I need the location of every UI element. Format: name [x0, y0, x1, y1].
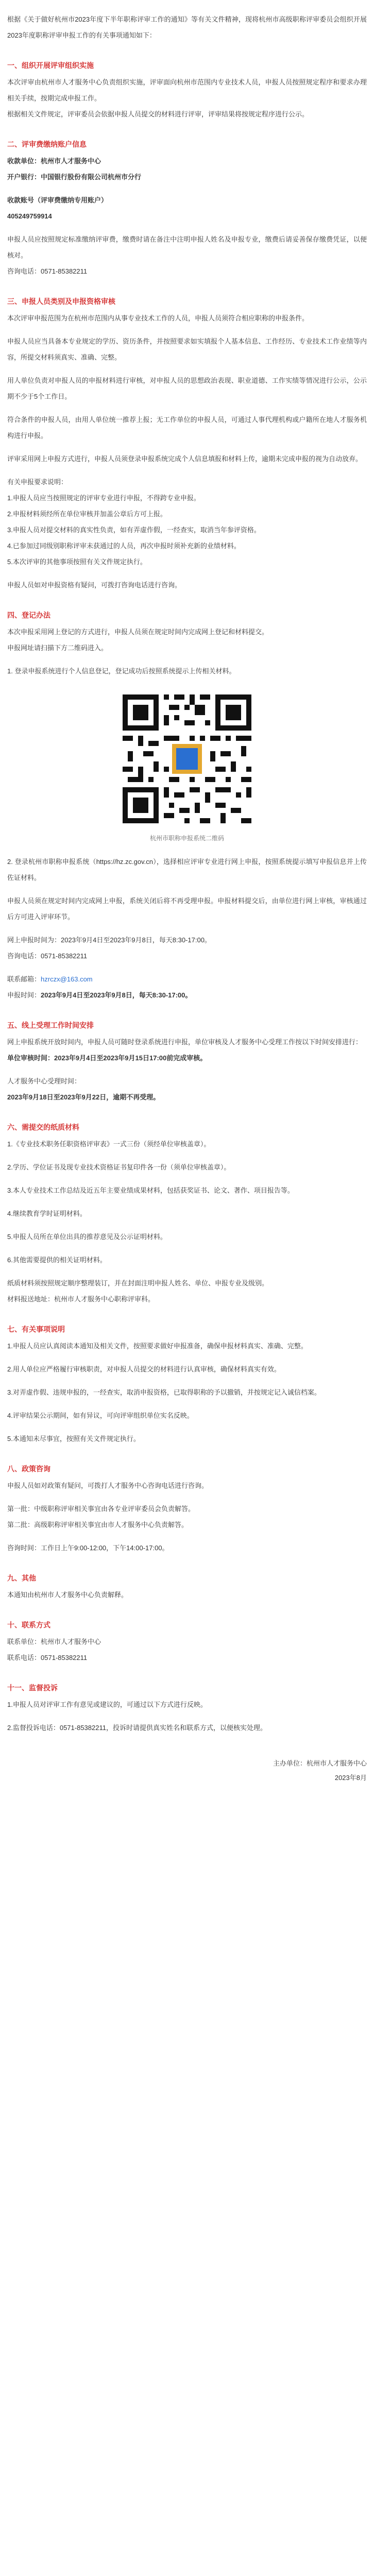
contact-email-line: [7, 971, 367, 987]
list-item: 1. 登录申报系统进行个人信息登记，登记成功后按照系统提示上传相关材料。: [7, 667, 236, 675]
section-10-paragraph-1: 联系单位：杭州市人才服务中心: [7, 1638, 101, 1646]
payee-account: 405249759914: [7, 212, 52, 220]
section-4-paragraph-3: 2. 登录杭州市职称申报系统（https://hz.zc.gov.cn），选择相应评审专业进行网上申报，按照系统提示填写申报信息并上传佐证材料。: [7, 858, 367, 882]
qr-code-caption: 杭州市职称申报系统二维码: [149, 835, 224, 842]
list-item: 3.申报人员对提交材料的真实性负责，如有弄虚作假，一经查实，取消当年参评资格。: [7, 526, 261, 534]
hotline: 咨询电话：0571-85382211: [7, 952, 88, 960]
section-8-paragraph-2: 第一批：中级职称评审相关事宜由各专业评审委员会负责解答。: [7, 1505, 195, 1513]
section-6-paragraph-1: 纸质材料须按照规定顺序整理装订，并在封面注明申报人姓名、单位、申报专业及级别。: [7, 1279, 269, 1287]
section-3-paragraph-1: 本次评审申报范围为在杭州市范围内从事专业技术工作的人员，申报人员须符合相应职称的申报条件。: [7, 314, 309, 322]
section-10-heading: 十、联系方式: [7, 1621, 50, 1629]
section-3-heading: 三、申报人员类别及申报资格审核: [7, 297, 115, 306]
list-item: 2.申报材料须经所在单位审核并加盖公章后方可上报。: [7, 510, 167, 518]
list-item: 1.申报人员应当按照规定的评审专业进行申报，不得跨专业申报。: [7, 494, 200, 502]
qr-code-block: [117, 689, 257, 843]
section-5-paragraph-1: 网上申报系统开放时间内，申报人员可随时登录系统进行申报，单位审核及人才服务中心受理工作按以下时间安排进行：: [7, 1038, 363, 1046]
section-6-heading: 六、需提交的纸质材料: [7, 1123, 79, 1131]
section-11-heading: 十一、监督投诉: [7, 1684, 58, 1692]
section-3-paragraph-4: 符合条件的申报人员，由用人单位统一推荐上报；无工作单位的申报人员，可通过人事代理机构或户籍所在地人才服务机构进行申报。: [7, 416, 367, 439]
section-8-paragraph-1: 申报人员如对政策有疑问，可拨打人才服务中心咨询电话进行咨询。: [7, 1482, 209, 1489]
qr-code-icon[interactable]: [117, 689, 257, 828]
intro-paragraph: 根据《关于做好杭州市2023年度下半年职称评审工作的通知》等有关文件精神，现将杭州市高级职称评审委员会组织开展2023年度职称评审申报工作的有关事项通知如下：: [7, 15, 367, 39]
section-4-paragraph-5: 网上申报时间为：2023年9月4日至2023年9月8日，每天8:30-17:00。: [7, 936, 211, 944]
section-6-paragraph-2: 材料报送地址：杭州市人才服务中心职称评审科。: [7, 1295, 155, 1303]
section-4-paragraph-4: 申报人员须在规定时间内完成网上申报，系统关闭后将不再受理申报。申报材料提交后，由单位进行网上审核，审核通过后方可进入评审环节。: [7, 897, 367, 921]
footer-date: 2023年8月: [334, 1774, 367, 1782]
list-item: 4.已参加过同级别职称评审未获通过的人员，再次申报时须补充新的业绩材料。: [7, 542, 241, 550]
section-8-heading: 八、政策咨询: [7, 1465, 50, 1473]
list-item: 2.监督投诉电话：0571-85382211，投诉时请提供真实姓名和联系方式，以便核实处理。: [7, 1724, 267, 1732]
section-4-heading: 四、登记办法: [7, 611, 50, 619]
section-9-paragraph-1: 本通知由杭州市人才服务中心负责解释。: [7, 1591, 128, 1599]
footer-organization: 主办单位：杭州市人才服务中心: [273, 1759, 367, 1767]
section-7-heading: 七、有关事项说明: [7, 1325, 65, 1333]
section-2-paragraph-2: 咨询电话：0571-85382211: [7, 267, 88, 275]
payee-account-label: 收款账号（评审费缴纳专用账户）: [7, 196, 108, 204]
section-3-paragraph-6: 有关申报要求说明：: [7, 478, 68, 486]
section-1-heading: 一、组织开展评审组织实施: [7, 61, 94, 70]
list-item: 1.申报人员对评审工作有意见或建议的，可通过以下方式进行反映。: [7, 1701, 207, 1708]
list-item: 4.继续教育学时证明材料。: [7, 1210, 87, 1217]
section-5-heading: 五、线上受理工作时间安排: [7, 1021, 94, 1029]
list-item: 2.用人单位应严格履行审核职责，对申报人员提交的材料进行认真审核，确保材料真实有效。: [7, 1365, 281, 1373]
section-3-paragraph-2: 申报人员应当具备本专业规定的学历、资历条件，并按照要求如实填报个人基本信息、工作经历、专业技术工作业绩等内容，所提交材料须真实、准确、完整。: [7, 337, 367, 361]
payee-name: 收款单位：杭州市人才服务中心: [7, 157, 101, 165]
apply-time-value: 2023年9月4日至2023年9月8日，每天8:30-17:00。: [41, 991, 192, 999]
section-3-paragraph-7: 申报人员如对申报资格有疑问，可拨打咨询电话进行咨询。: [7, 581, 182, 589]
email-link[interactable]: hzrczx@163.com: [41, 975, 93, 983]
section-4-paragraph-2: 申报网址请扫描下方二维码进入。: [7, 644, 108, 652]
list-item: 4.评审结果公示期间，如有异议，可向评审组织单位实名反映。: [7, 1412, 194, 1419]
list-item: 6.其他需要提供的相关证明材料。: [7, 1256, 107, 1264]
list-item: 5.本次评审的其他事项按照有关文件规定执行。: [7, 558, 147, 566]
apply-time-line: [7, 987, 367, 1003]
section-3-paragraph-5: 评审采用网上申报方式进行，申报人员须登录申报系统完成个人信息填报和材料上传，逾期未完成申报的视为自动放弃。: [7, 455, 363, 463]
list-item: 5.本通知未尽事宜，按照有关文件规定执行。: [7, 1435, 140, 1443]
section-1-paragraph-1: 本次评审由杭州市人才服务中心负责组织实施，评审面向杭州市范围内专业技术人员，申报人员按照规定程序和要求办理相关手续，按期完成申报工作。: [7, 78, 367, 102]
list-item: 5.申报人员所在单位出具的推荐意见及公示证明材料。: [7, 1233, 167, 1241]
section-5-time-2: 2023年9月18日至2023年9月22日，逾期不再受理。: [7, 1093, 160, 1101]
list-item: 3.本人专业技术工作总结及近五年主要业绩成果材料，包括获奖证书、论文、著作、项目报告等。: [7, 1187, 294, 1194]
payee-bank: 开户银行：中国银行股份有限公司杭州市分行: [7, 173, 142, 181]
section-2-paragraph-1: 申报人员应按照规定标准缴纳评审费，缴费时请在备注中注明申报人姓名及申报专业，缴费后请妥善保存缴费凭证，以便核对。: [7, 235, 367, 259]
list-item: 2.学历、学位证书及现专业技术资格证书复印件各一份（须单位审核盖章）。: [7, 1163, 231, 1171]
section-1-paragraph-2: 根据相关文件规定，评审委员会依据申报人员提交的材料进行评审，评审结果将按规定程序进行公示。: [7, 110, 309, 118]
section-8-paragraph-4: 咨询时间：工作日上午9:00-12:00，下午14:00-17:00。: [7, 1544, 169, 1552]
section-4-paragraph-1: 本次申报采用网上登记的方式进行，申报人员须在规定时间内完成网上登记和材料提交。: [7, 628, 269, 636]
section-5-time-1: 单位审核时间：2023年9月4日至2023年9月15日17:00前完成审核。: [7, 1054, 207, 1062]
section-9-heading: 九、其他: [7, 1574, 36, 1582]
apply-time-label: 申报时间：: [7, 991, 41, 999]
list-item: 1.《专业技术职务任职资格评审表》一式三份（须经单位审核盖章）。: [7, 1140, 211, 1148]
list-item: 3.对弄虚作假、违规申报的，一经查实，取消申报资格，已取得职称的予以撤销，并按规定记入诚信档案。: [7, 1388, 321, 1396]
section-8-paragraph-3: 第二批：高级职称评审相关事宜由市人才服务中心负责解答。: [7, 1521, 189, 1529]
email-label: 联系邮箱：: [7, 975, 41, 983]
section-3-paragraph-3: 用人单位负责对申报人员的申报材料进行审核，对申报人员的思想政治表现、职业道德、工作实绩等情况进行公示，公示期不少于5个工作日。: [7, 377, 367, 400]
section-10-paragraph-2: 联系电话：0571-85382211: [7, 1654, 88, 1662]
section-5-paragraph-2: 人才服务中心受理时间：: [7, 1077, 81, 1085]
list-item: 1.申报人员应认真阅读本通知及相关文件，按照要求做好申报准备，确保申报材料真实、准确、完整。: [7, 1342, 308, 1350]
section-2-heading: 二、评审费缴纳账户信息: [7, 140, 87, 148]
